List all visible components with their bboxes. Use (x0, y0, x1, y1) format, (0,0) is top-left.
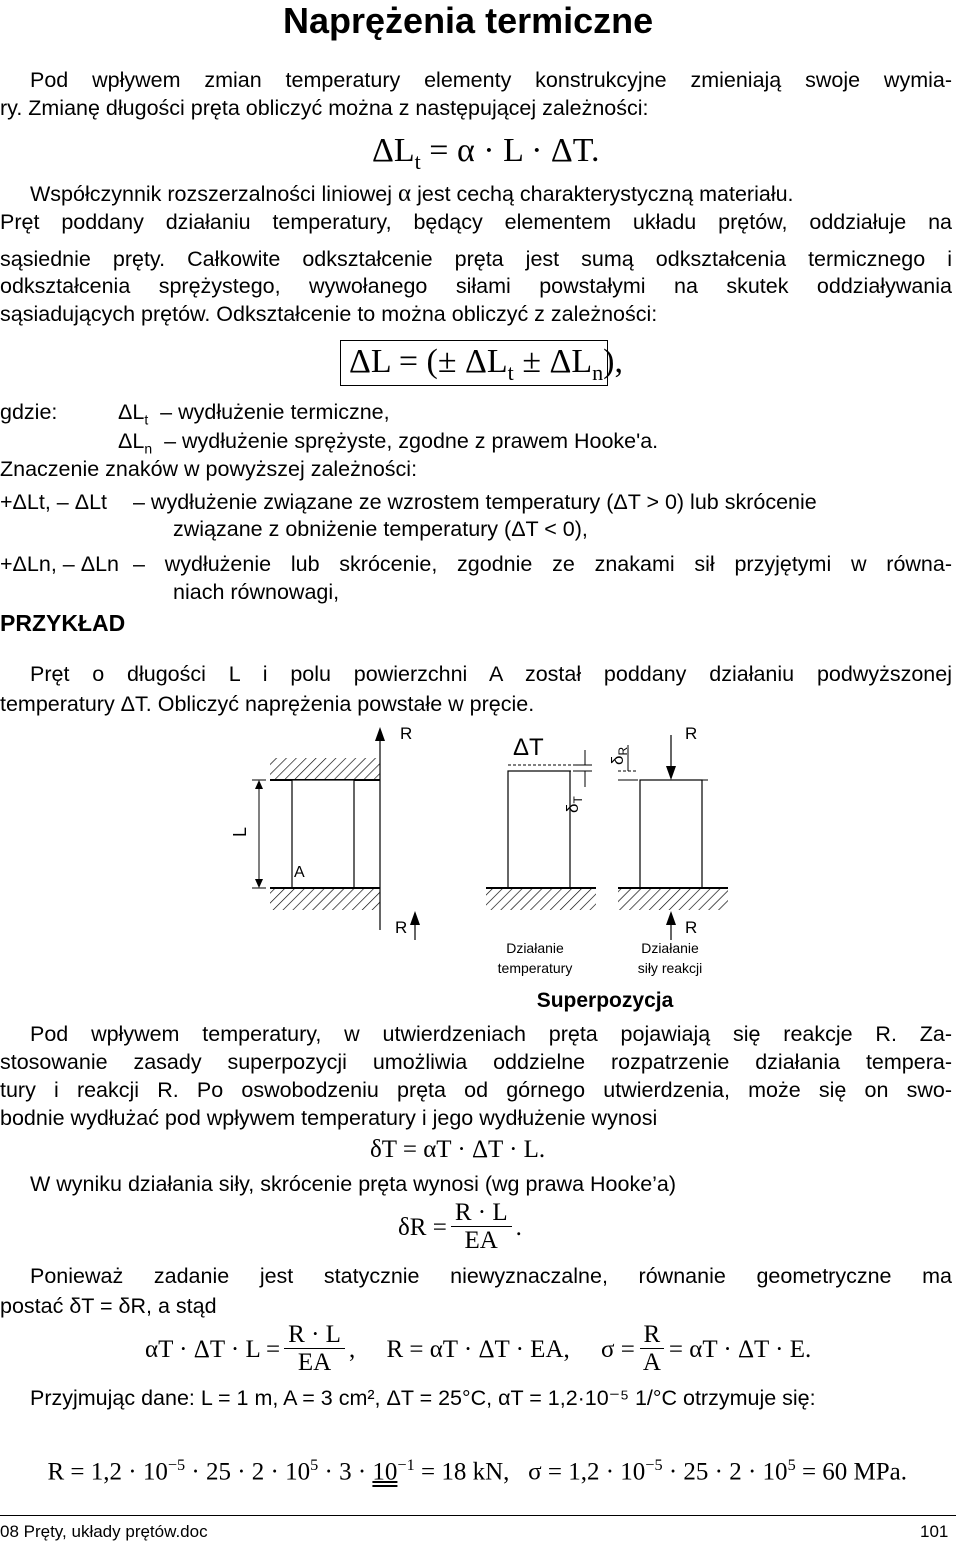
footer-rule (0, 1515, 956, 1516)
paragraph-line: sąsiadujących prętów. Odkształcenie to można obliczyć z zależności: (0, 302, 658, 326)
intro-line-1: Pod wpływem zmian temperatury elementy konstrukcyjne zmieniają swoje wymia- (30, 68, 952, 92)
footer-filename: 08 Pręty, układy prętów.doc (0, 1522, 208, 1541)
delta-t-symbol: $\delta_T$ (563, 796, 585, 813)
paragraph-line: Pod wpływem temperatury, w utwierdzeniach pręta pojawiają się reakcje R. Za- (30, 1022, 952, 1046)
paragraph-line: W wyniku działania siły, skrócenie pręta wynosi (wg prawa Hooke’a) (30, 1172, 677, 1196)
example-heading: PRZYKŁAD (0, 610, 126, 636)
paragraph-line: Pręt poddany działaniu temperatury, będący elementem układu prętów, oddziałuje na (0, 210, 952, 234)
paragraph-line: odkształcenia sprężystego, wywołanego siłami powstałymi na skutek oddziaływania (0, 274, 952, 298)
sign-elastic-symbol: +ΔLn, – ΔLn (0, 552, 119, 576)
gdzie-label: gdzie: (0, 400, 58, 424)
sign-thermal-symbol: +ΔLt, – ΔLt (0, 490, 108, 514)
equation-thermal-delta: δT = αT · ΔT · L. (370, 1136, 546, 1163)
definition-elastic: $\Delta L_n$ – wydłużenie sprężyste, zgodne z prawem Hooke'a. (118, 429, 659, 457)
sign-thermal-text-2: związane z obniżenie temperatury (ΔT < 0), (173, 517, 588, 541)
paragraph-line: postać δT = δR, a stąd (0, 1294, 217, 1318)
caption-temperature: Działanie (506, 940, 564, 956)
equation-stress-derivation: αT · ΔT · L = $\frac{R \cdot L}{EA}$ , R = αT · ΔT · EA, σ = $\frac{R}{A}$ = αT · ΔT · E. (145, 1321, 812, 1377)
paragraph-line: bodnie wydłużać pod wpływem temperatury i jego wydłużenie wynosi (0, 1106, 658, 1130)
caption-reaction-2: siły reakcji (637, 960, 703, 976)
superposition-figure (230, 715, 750, 1015)
rod-1 (230, 758, 380, 910)
equation-total-deformation: ΔL = (± $\Delta L_t \pm \Delta L_n$), (340, 340, 608, 386)
example-line-1: Pręt o długości L i polu powierzchni A został poddany działaniu podwyższonej (30, 662, 952, 686)
length-label: L (230, 826, 250, 837)
paragraph-line: stosowanie zasady superpozycji umożliwia oddzielne rozpatrzenie działania tempera- (0, 1050, 952, 1074)
reaction-bottom-2-label: R (685, 918, 698, 937)
reaction-top-label: R (400, 724, 413, 743)
signs-title: Znaczenie znaków w powyższej zależności: (0, 457, 418, 481)
area-label: A (294, 864, 305, 881)
example-line-2: temperatury ΔT. Obliczyć naprężenia powstałe w pręcie. (0, 692, 535, 716)
sign-thermal-text: – wydłużenie związane ze wzrostem temperatury (ΔT > 0) lub skrócenie (133, 490, 817, 514)
sign-elastic-text: – wydłużenie lub skrócenie, zgodnie ze znakami sił przyjętymi w równa- (133, 552, 952, 576)
given-data-line: Przyjmując dane: L = 1 m, A = 3 cm², ΔT = 25°C, αT = 1,2·10⁻⁵ 1/°C otrzymuje się: (30, 1386, 816, 1410)
footer-page-number: 101 (920, 1522, 949, 1541)
intro-line-2: ry. Zmianę długości pręta obliczyć można z następującej zależności: (0, 96, 649, 120)
caption-reaction: Działanie (641, 940, 699, 956)
rod-3 (608, 724, 728, 910)
paragraph-line: sąsiednie pręty. Całkowite odkształcenie pręta jest sumą odkształcenia termicznego i (0, 247, 952, 271)
coefficient-line: Współczynnik rozszerzalności liniowej α jest cechą charakterystyczną materiału. (30, 180, 794, 207)
reaction-bottom-1-label: R (395, 918, 408, 937)
delta-t-label: ΔT (513, 734, 544, 761)
rod-2 (375, 724, 596, 930)
superposition-label: Superpozycja (536, 989, 674, 1012)
paragraph-line: tury i reakcji R. Po oswobodzeniu pręta od górnego utwierdzenia, może się on swo- (0, 1078, 952, 1102)
paragraph-line: Ponieważ zadanie jest statycznie niewyznaczalne, równanie geometryczne ma (30, 1264, 952, 1288)
equation-thermal-elongation: $\Delta L_t = \alpha \cdot L \cdot \Delta T$. (372, 132, 600, 174)
page-title: Naprężenia termiczne (283, 0, 654, 41)
reaction-right-label: R (685, 724, 698, 743)
equation-results: $R = 1,2 \cdot 10^{-5} \cdot 25 \cdot 2 \cdot 10^5 \cdot 3 \cdot 10^{-1} = 18$ kN, $\sigma = 1,2 \cdot 10^{-5} \cdot 25 \cdot 2 \cdot 10^5 = 60$ MPa. (47, 1456, 908, 1486)
definition-thermal: $\Delta L_t$ – wydłużenie termiczne, (118, 400, 390, 428)
delta-r-symbol: $\delta_R$ (608, 746, 630, 765)
caption-temperature-2: temperatury (497, 960, 573, 976)
equation-reaction-delta: δR = $\frac{R \cdot L}{EA}$ . (398, 1199, 522, 1255)
sign-elastic-text-2: niach równowagi, (173, 580, 340, 604)
